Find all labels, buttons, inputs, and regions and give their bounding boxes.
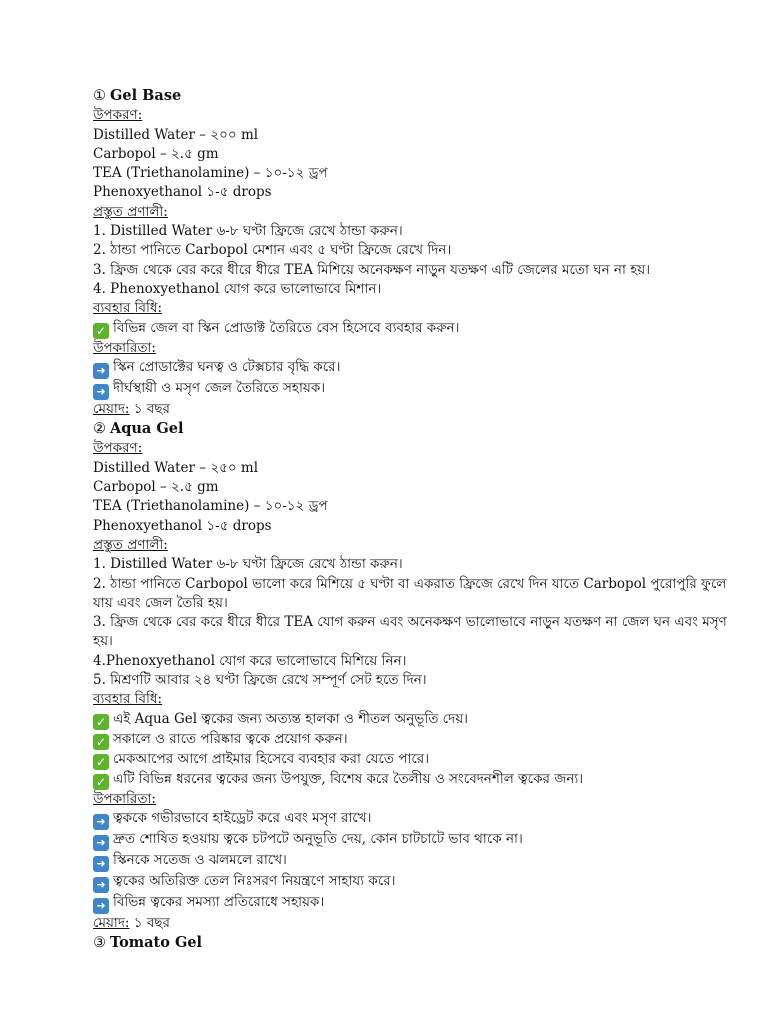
- arrow-right-icon: ➜: [93, 856, 109, 872]
- shelf-life-label: মেয়াদ:: [93, 914, 130, 931]
- ingredient-item: Carbopol – ২.৫ gm: [93, 479, 219, 496]
- benefit-text: স্কিনকে সতেজ ও ঝলমলে রাখে।: [113, 851, 287, 868]
- shelf-life: [93, 914, 733, 933]
- ingredient-item: Distilled Water – ২০০ ml: [93, 126, 259, 143]
- benefit-item: [93, 809, 733, 830]
- benefit-text: ত্বকের অতিরিক্ত তেল নিঃসরণ নিয়ন্ত্রণে সাহায্য করে।: [113, 872, 396, 889]
- benefit-item: [93, 893, 733, 914]
- method-step: 2. ঠান্ডা পানিতে Carbopol মেশান এবং ৫ ঘণ্টা ফ্রিজে রেখে দিন।: [93, 242, 452, 259]
- benefit-item: [93, 851, 733, 872]
- benefit-item: [93, 872, 733, 893]
- ingredients-label: উপকরণ:: [93, 440, 143, 457]
- check-icon: ✓: [93, 323, 109, 339]
- usage-item: [93, 770, 733, 790]
- method-step: 1. Distilled Water ৬-৮ ঘণ্টা ফ্রিজে রেখে ঠান্ডা করুন।: [93, 223, 403, 240]
- section-number: ②: [93, 421, 106, 438]
- benefits-label: উপকারিতা:: [93, 790, 156, 807]
- method-step: 3. ফ্রিজ থেকে বের করে ধীরে ধীরে TEA যোগ করুন এবং অনেকক্ষণ ভালোভাবে নাড়ুন যতক্ষণ না জেল ঘন এবং মসৃণ হয়।: [93, 614, 727, 650]
- shelf-life-value: ১ বছর: [129, 914, 170, 931]
- ingredient-item: TEA (Triethanolamine) – ১০-১২ ড্রপ: [93, 498, 328, 515]
- benefit-item: [93, 358, 733, 379]
- shelf-life-label: মেয়াদ:: [93, 400, 130, 417]
- usage-text: এটি বিভিন্ন ধরনের ত্বকের জন্য উপযুক্ত, বিশেষ করে তৈলীয় ও সংবেদনশীল ত্বকের জন্য।: [113, 770, 584, 787]
- method-step: 3. ফ্রিজ থেকে বের করে ধীরে ধীরে TEA মিশিয়ে অনেকক্ষণ নাড়ুন যতক্ষণ এটি জেলের মতো ঘন না হয়।: [93, 261, 651, 278]
- usage-item: [93, 730, 733, 750]
- method-step: 2. ঠান্ডা পানিতে Carbopol ভালো করে মিশিয়ে ৫ ঘণ্টা বা একরাত ফ্রিজে রেখে দিন যাতে Carbopol পুরোপুরি ফুলে যায় এবং জেল তৈরি হয়।: [93, 575, 727, 611]
- benefit-item: [93, 379, 733, 400]
- usage-item: [93, 319, 733, 339]
- benefit-text: স্কিন প্রোডাক্টের ঘনত্ব ও টেক্সচার বৃদ্ধি করে।: [113, 358, 341, 375]
- ingredient-item: Carbopol – ২.৫ gm: [93, 145, 219, 162]
- usage-text: বিভিন্ন জেল বা স্কিন প্রোডাক্ট তৈরিতে বেস হিসেবে ব্যবহার করুন।: [113, 319, 460, 336]
- arrow-right-icon: ➜: [93, 898, 109, 914]
- method-step: 4. Phenoxyethanol যোগ করে ভালোভাবে মিশান।: [93, 280, 382, 297]
- benefit-text: দীর্ঘস্থায়ী ও মসৃণ জেল তৈরিতে সহায়ক।: [113, 379, 326, 396]
- usage-item: [93, 750, 733, 770]
- section-title-text: Tomato Gel: [110, 934, 203, 952]
- ingredient-item: Phenoxyethanol ১-৫ drops: [93, 517, 272, 534]
- arrow-right-icon: ➜: [93, 363, 109, 379]
- usage-text: মেকআপের আগে প্রাইমার হিসেবে ব্যবহার করা যেতে পারে।: [113, 750, 430, 767]
- benefit-item: [93, 830, 733, 851]
- section-title: [93, 86, 733, 106]
- ingredients-label: উপকরণ:: [93, 107, 143, 124]
- method-label: প্রস্তুত প্রণালী:: [93, 203, 168, 220]
- benefit-text: ত্বককে গভীরভাবে হাইড্রেট করে এবং মসৃণ রাখে।: [113, 809, 372, 826]
- check-icon: ✓: [93, 754, 109, 770]
- section-number: ①: [93, 88, 106, 104]
- section-title: [93, 419, 733, 439]
- benefit-text: দ্রুত শোষিত হওয়ায় ত্বকে চটপটে অনুভূতি দেয়, কোন চাটচাটে ভাব থাকে না।: [113, 830, 523, 847]
- arrow-right-icon: ➜: [93, 835, 109, 851]
- method-step: 1. Distilled Water ৬-৮ ঘণ্টা ফ্রিজে রেখে ঠান্ডা করুন।: [93, 556, 403, 573]
- ingredient-item: Phenoxyethanol ১-৫ drops: [93, 184, 272, 201]
- benefit-text: বিভিন্ন ত্বকের সমস্যা প্রতিরোধে সহায়ক।: [113, 893, 325, 910]
- check-icon: ✓: [93, 734, 109, 750]
- usage-label: ব্যবহার বিধি:: [93, 300, 163, 317]
- arrow-right-icon: ➜: [93, 384, 109, 400]
- ingredient-item: Distilled Water – ২৫০ ml: [93, 459, 259, 476]
- method-step: 4.Phenoxyethanol যোগ করে ভালোভাবে মিশিয়ে নিন।: [93, 652, 407, 669]
- usage-text: এই Aqua Gel ত্বকের জন্য অত্যন্ত হালকা ও শীতল অনুভূতি দেয়।: [113, 710, 468, 727]
- arrow-right-icon: ➜: [93, 877, 109, 893]
- check-icon: ✓: [93, 774, 109, 790]
- section-number: ③: [93, 935, 106, 952]
- benefits-label: উপকারিতা:: [93, 339, 156, 356]
- section-title-text: Aqua Gel: [110, 420, 184, 438]
- method-label: প্রস্তুত প্রণালী:: [93, 536, 168, 553]
- method-step: 5. মিশ্রণটি আবার ২৪ ঘণ্টা ফ্রিজে রেখে সম্পূর্ণ সেট হতে দিন।: [93, 672, 427, 689]
- section-title: [93, 933, 733, 953]
- arrow-right-icon: ➜: [93, 814, 109, 830]
- usage-text: সকালে ও রাতে পরিষ্কার ত্বকে প্রয়োগ করুন।: [113, 730, 348, 747]
- ingredient-item: TEA (Triethanolamine) – ১০-১২ ড্রপ: [93, 165, 328, 182]
- section-title-text: Gel Base: [110, 87, 182, 104]
- shelf-life-value: ১ বছর: [129, 400, 170, 417]
- usage-item: [93, 710, 733, 730]
- document-page: [93, 86, 733, 954]
- shelf-life: [93, 400, 733, 419]
- usage-label: ব্যবহার বিধি:: [93, 691, 163, 708]
- check-icon: ✓: [93, 714, 109, 730]
